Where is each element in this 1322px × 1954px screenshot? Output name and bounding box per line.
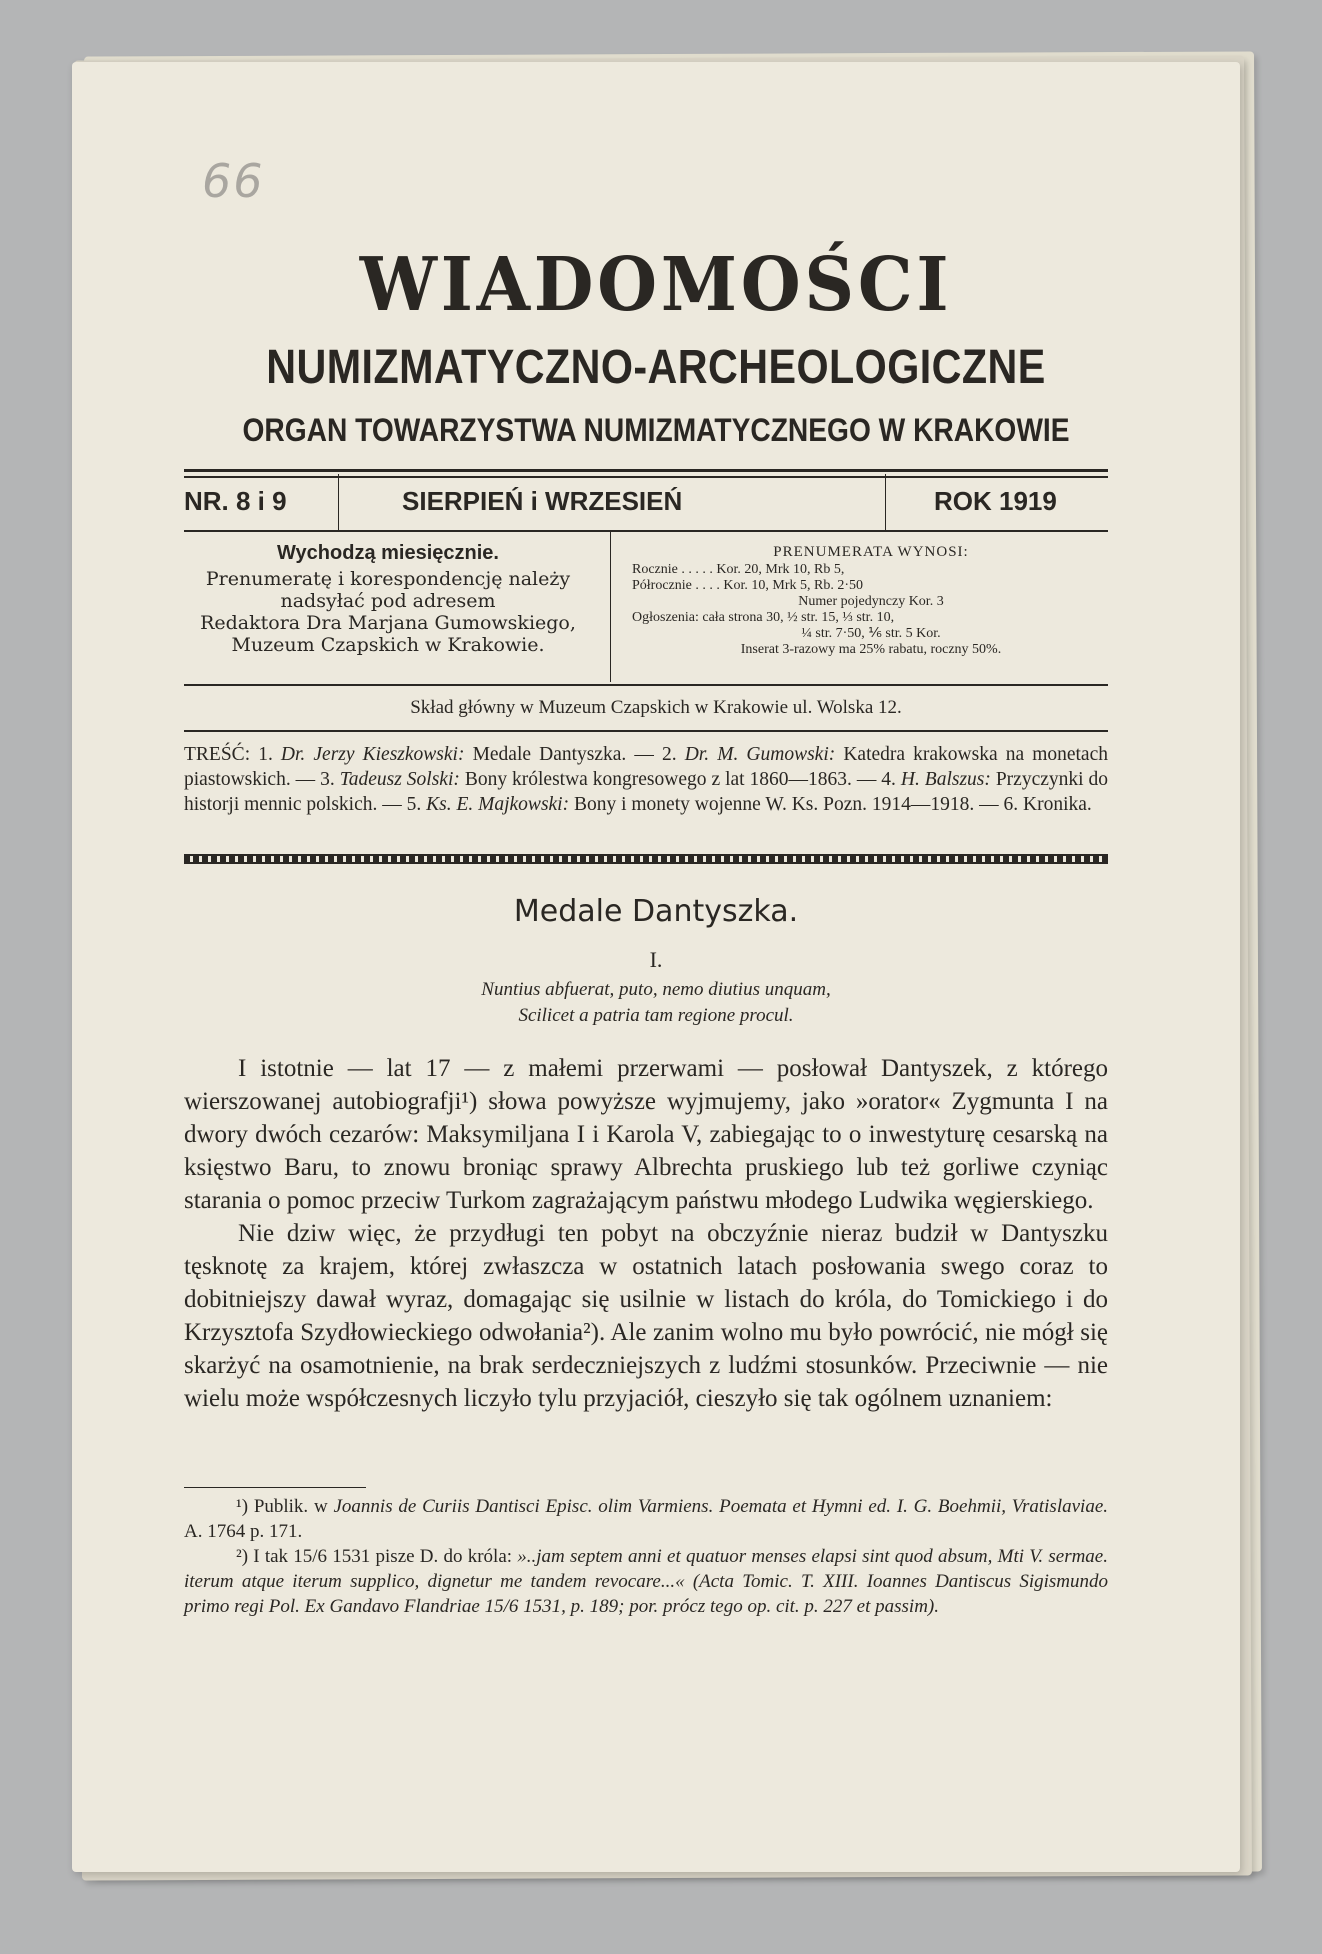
subscription-ads: Ogłoszenia: cała strona 30, ½ str. 15, ⅓ str. 10, [632,610,895,625]
footnote: ¹) Publik. w Joannis de Curiis Dantisci Episc. olim Varmiens. Poemata et Hymni ed. I. G. Boehmii, Vratislaviae. A. 1764 p. 171. [184,1496,1108,1542]
issue-year: ROK 1919 [934,486,1057,516]
divider [184,530,1108,532]
divider [184,684,1108,686]
divider [184,469,1108,472]
divider [184,730,1108,732]
divider [610,532,611,682]
contents-label: TREŚĆ [184,744,245,765]
contents-entry: 2. Dr. M. Gumowski: Katedra krakowska na monetach piastowskich. [184,744,1108,790]
epigraph [72,977,1240,1029]
subscription-single: Numer pojedynczy Kor. 3 [798,594,944,609]
subscription-annual: Rocznie . . . . . Kor. 20, Mrk 10, Rb 5, [632,562,845,577]
distribution-note: Skład główny w Muzeum Czapskich w Krakowie ul. Wolska 12. [410,697,902,718]
divider [184,476,1108,478]
footnotes [184,1494,1108,1619]
magazine-page [72,62,1240,1872]
footnote: ²) I tak 15/6 1531 pisze D. do króla: »..jam septem anni et quatuor menses elapsi sint quod absum, Mti V. sermae. iterum atque iterum supplico, dignetur me tandem revocare...« (Acta Tomic. T. XIII. Ioannes Dantiscus Sigismundo primo regi Pol. Ex Gandavo Flandriae 15/6 1531, p. 189; por. prócz tego op. cit. p. 227 et passim). [184,1546,1109,1617]
paragraph: I istotnie — lat 17 — z małemi przerwami — posłował Dantyszek, z którego wierszowanej autobiografji¹) słowa powyższe wyjmujemy, jako »orator« Zygmunta I na dwory dwóch cezarów: Maksymiljana I i Karola V, zabiegając to o inwestyturę cesarską na księstwo Baru, to znowu broniąc sprawy Albrechta pruskiego lub też gorliwe czyniąc starania o pomoc przeciw Turkom zagrażającym państwu młodego Ludwika węgierskiego. [184,1055,1108,1214]
contents-entry: 3. Tadeusz Solski: Bony królestwa kongresowego z lat 1860—1863. [320,769,852,790]
subscription-semiannual: Półrocznie . . . . Kor. 10, Mrk 5, Rb. 2·50 [632,578,863,593]
section-number: I. [649,947,663,972]
footnote-divider [184,1487,366,1488]
paragraph: Nie dziw więc, że przydługi ten pobyt na obczyźnie nieraz budził w Dantyszku tęsknotę za krajem, której zwłaszcza w ostatnich latach posłowania swego coraz to dobitniejszy dawał wyraz, domagając się usilnie w listach do króla, do Tomickiego i do Krzysztofa Szydłowieckiego odwołania²). Ale zanim wolno mu było powrócić, nie mógł się skarżyć na osamotnienie, na brak serdeczniejszych z ludźmi stosunków. Przeciwnie — nie wielu może współczesnych liczyło tylu przyjaciół, cieszyło się tak ogólnem uznaniem: [184,1220,1108,1412]
publication-info [188,542,588,656]
divider [885,474,886,530]
handwritten-number: 66 [202,154,265,208]
subscription-insert: Inserat 3-razowy ma 25% rabatu, roczny 50%. [740,642,1002,657]
masthead-organ: ORGAN TOWARZYSTWA NUMIZMATYCZNEGO W KRAKOWIE [242,412,1070,448]
masthead-title: WIADOMOŚCI [359,242,953,328]
issue-months: SIERPIEŃ i WRZESIEŃ [402,486,683,516]
frequency-label: Wychodzą miesięcznie. [277,542,499,564]
divider [338,474,339,530]
subscription-info [632,544,1110,658]
article-title: Medale Dantyszka. [513,894,799,929]
epigraph-line: Scilicet a patria tam regione procul. [518,1005,794,1026]
subscription-ads: ¼ str. 7·50, ⅙ str. 5 Kor. [801,626,941,641]
info-line: Redaktora Dra Marjana Gumowskiego, [200,612,576,634]
info-line: nadsyłać pod adresem [280,590,496,612]
contents-entry: 5. Ks. E. Majkowski: Bony i monety wojenne W. Ks. Pozn. 1914—1918. [406,794,975,815]
ornamental-divider [184,854,1108,864]
info-line: Muzeum Czapskich w Krakowie. [231,634,545,656]
contents-entry: 1. Dr. Jerzy Kieszkowski: Medale Dantyszka. [258,744,627,765]
masthead-subtitle: NUMIZMATYCZNO-ARCHEOLOGICZNE [266,341,1046,394]
article-body [184,1052,1108,1415]
subscription-heading: PRENUMERATA WYNOSI: [773,544,969,560]
epigraph-line: Nuntius abfuerat, puto, nemo diutius unquam, [481,979,831,1000]
info-line: Prenumeratę i korespondencję należy [205,568,571,590]
table-of-contents: TREŚĆ: 1. Dr. Jerzy Kieszkowski: Medale Dantyszka. — 2. Dr. M. Gumowski: Katedra krakowska na monetach piastowskich. — 3. Tadeusz Solski: Bony królestwa kongresowego z lat 1860—1863. — 4. H. Balszus: Przyczynki do historji mennic polskich. — 5. Ks. E. Majkowski: Bony i monety wojenne W. Ks. Pozn. 1914—1918. — 6. Kronika. [184,744,1109,815]
issue-number: NR. 8 i 9 [184,486,287,516]
contents-entry: 6. Kronika. [1003,794,1092,815]
contents-entry: 4. H. Balszus: Przyczynki do historji mennic polskich. [184,769,1109,815]
